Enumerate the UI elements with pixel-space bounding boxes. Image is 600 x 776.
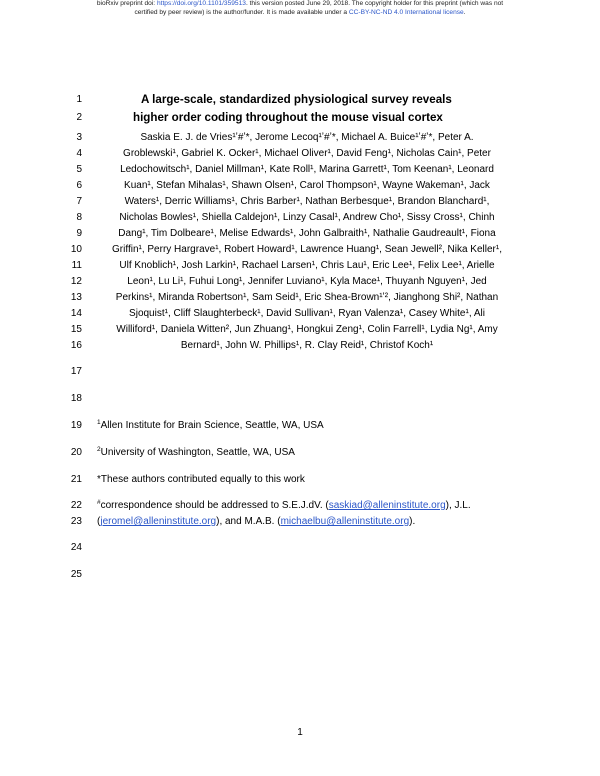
line-number: 13 <box>70 292 82 303</box>
author-line: Ledochowitsch¹, Daniel Millman¹, Kate Roll¹, Marina Garrett¹, Tom Keenan¹, Leonard <box>120 164 494 175</box>
preprint-header <box>0 0 600 17</box>
header-suffix-2: . <box>463 8 466 16</box>
line-number: 3 <box>76 132 82 143</box>
paper-title-line-2: higher order coding throughout the mouse visual cortex <box>133 111 443 124</box>
line-number: 25 <box>70 569 82 580</box>
author-line: Ulf Knoblich¹, Josh Larkin¹, Rachael Larsen¹, Chris Lau¹, Eric Lee¹, Felix Lee¹, Arielle <box>119 260 495 271</box>
equal-contribution-note: *These authors contributed equally to this work <box>97 474 305 485</box>
author-line: Saskia E. J. de Vries¹ʼ#ʼ*, Jerome Lecoq¹ʼ#ʼ*, Michael A. Buice¹ʼ#ʼ*, Peter A. <box>140 132 474 143</box>
line-number: 11 <box>71 260 82 271</box>
line-number: 23 <box>70 516 82 527</box>
header-prefix: bioRxiv preprint doi: <box>96 0 157 7</box>
author-line: Bernard¹, John W. Phillips¹, R. Clay Reid¹, Christof Koch¹ <box>180 340 434 351</box>
header-line-2 <box>0 9 600 18</box>
line-number: 22 <box>70 500 82 511</box>
doi-link[interactable]: https://doi.org/10.1101/359513 <box>156 0 246 7</box>
affiliation-2 <box>97 447 295 459</box>
line-number: 6 <box>76 180 82 191</box>
line-number: 15 <box>70 324 82 335</box>
correspondence-text: ), J.L. <box>445 500 471 511</box>
line-number: 4 <box>76 148 82 159</box>
line-number: 17 <box>70 366 82 377</box>
author-line: Sjoquist¹, Cliff Slaughterbeck¹, David Sullivan¹, Ryan Valenza¹, Casey White¹, Ali <box>129 308 485 319</box>
line-number: 9 <box>76 228 82 239</box>
header-suffix: . this version posted June 29, 2018. The copyright holder for this preprint (which was not <box>245 0 504 7</box>
license-link[interactable]: CC-BY-NC-ND 4.0 International license <box>348 8 464 16</box>
affiliation-1 <box>97 420 324 432</box>
correspondence-line-1 <box>97 500 471 512</box>
affiliation-marker: 1 <box>97 419 101 426</box>
author-line: Dang¹, Tim Dolbeare¹, Melise Edwards¹, John Galbraith¹, Nathalie Gaudreault¹, Fiona <box>118 228 496 239</box>
line-number: 18 <box>70 393 82 404</box>
affiliation-text: Allen Institute for Brain Science, Seattle, WA, USA <box>100 420 324 431</box>
email-link-michaelbu[interactable]: michaelbu@alleninstitute.org <box>280 516 410 527</box>
correspondence-text: ), and M.A.B. ( <box>216 516 281 527</box>
line-number: 19 <box>70 420 82 431</box>
page-number: 1 <box>297 727 303 738</box>
line-number: 21 <box>70 474 82 485</box>
author-line: Leon¹, Lu Li¹, Fuhui Long¹, Jennifer Luviano¹, Kyla Mace¹, Thuyanh Nguyen¹, Jed <box>127 276 487 287</box>
line-number: 10 <box>70 244 82 255</box>
line-number: 16 <box>70 340 82 351</box>
line-number: 12 <box>70 276 82 287</box>
author-line: Kuan¹, Stefan Mihalas¹, Shawn Olsen¹, Carol Thompson¹, Wayne Wakeman¹, Jack <box>124 180 490 191</box>
affiliation-marker: 2 <box>97 446 101 453</box>
line-number: 24 <box>70 542 82 553</box>
correspondence-marker: # <box>97 499 101 506</box>
author-line: Williford¹, Daniela Witten², Jun Zhuang¹, Hongkui Zeng¹, Colin Farrell¹, Lydia Ng¹, Amy <box>116 324 498 335</box>
author-line: Griffin¹, Perry Hargrave¹, Robert Howard¹, Lawrence Huang¹, Sean Jewell², Nika Keller¹, <box>112 244 502 255</box>
line-number: 14 <box>70 308 82 319</box>
author-line: Waters¹, Derric Williams¹, Chris Barber¹, Nathan Berbesque¹, Brandon Blanchard¹, <box>124 196 490 207</box>
correspondence-line-2 <box>97 516 415 528</box>
email-link-jeromel[interactable]: jeromel@alleninstitute.org <box>100 516 217 527</box>
line-number: 1 <box>76 94 82 105</box>
correspondence-text: ( <box>97 516 101 527</box>
header-line-1 <box>0 0 600 9</box>
line-number: 20 <box>70 447 82 458</box>
author-line: Groblewski¹, Gabriel K. Ocker¹, Michael Oliver¹, David Feng¹, Nicholas Cain¹, Peter <box>123 148 491 159</box>
line-number: 7 <box>76 196 82 207</box>
line-number: 2 <box>76 112 82 123</box>
correspondence-text: correspondence should be addressed to S.E.J.dV. ( <box>100 500 329 511</box>
affiliation-text: University of Washington, Seattle, WA, USA <box>100 447 295 458</box>
header-prefix-2: certified by peer review) is the author/funder. It is made available under a <box>134 8 349 16</box>
correspondence-text: ). <box>409 516 416 527</box>
paper-title-line-1: A large-scale, standardized physiological survey reveals <box>141 93 452 106</box>
author-line: Nicholas Bowles¹, Shiella Caldejon¹, Linzy Casal¹, Andrew Cho¹, Sissy Cross¹, Chinh <box>119 212 495 223</box>
email-link-saskiad[interactable]: saskiad@alleninstitute.org <box>328 500 446 511</box>
line-number: 8 <box>76 212 82 223</box>
author-line: Perkins¹, Miranda Robertson¹, Sam Seid¹, Eric Shea-Brown¹ʼ², Jianghong Shi², Nathan <box>115 292 499 303</box>
line-number: 5 <box>76 164 82 175</box>
